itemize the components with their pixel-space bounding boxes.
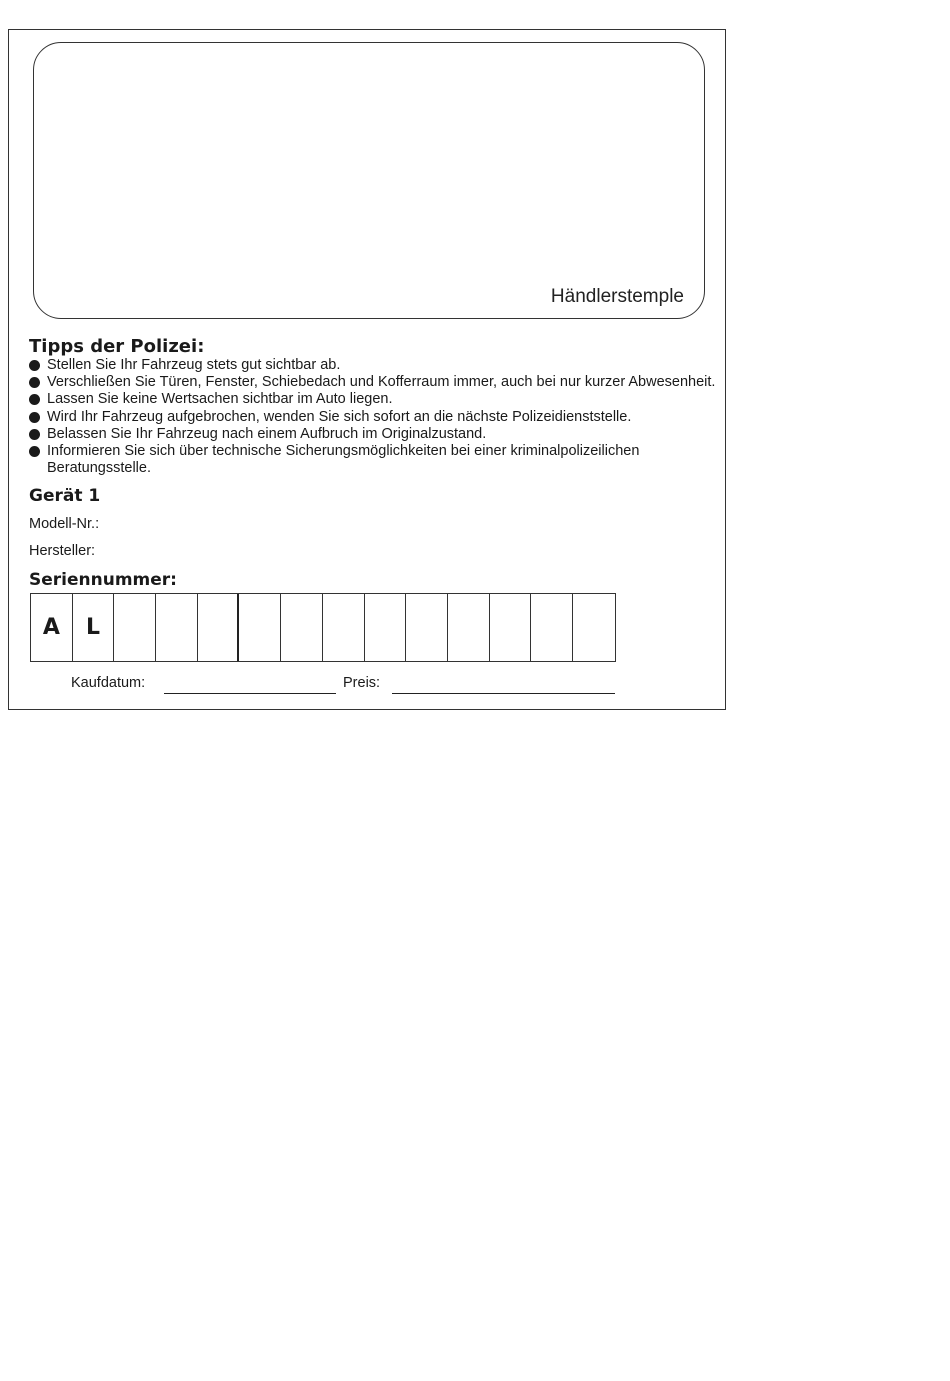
purchase-date-label: Kaufdatum: bbox=[71, 675, 146, 691]
serial-cell bbox=[448, 594, 490, 661]
tip-item bbox=[29, 391, 729, 408]
serial-cell bbox=[198, 594, 240, 661]
serial-cell bbox=[114, 594, 156, 661]
model-number-label: Modell-Nr.: bbox=[29, 516, 100, 532]
purchase-date-line bbox=[164, 693, 336, 694]
tip-item bbox=[29, 443, 657, 477]
price-label: Preis: bbox=[343, 675, 381, 691]
registration-card bbox=[8, 29, 726, 710]
tip-text: Verschließen Sie Türen, Fenster, Schiebedach und Kofferraum immer, auch bei nur kurzer Abwesenheit. bbox=[47, 374, 716, 391]
serial-cell bbox=[365, 594, 407, 661]
manufacturer-label: Hersteller: bbox=[29, 543, 96, 559]
serial-cell bbox=[281, 594, 323, 661]
tip-item bbox=[29, 426, 729, 443]
bullet-icon bbox=[29, 360, 40, 371]
tip-item bbox=[29, 374, 729, 391]
tips-title: Tipps der Polizei: bbox=[29, 336, 205, 357]
price-line bbox=[392, 693, 615, 694]
serial-cell bbox=[573, 594, 615, 661]
device-title: Gerät 1 bbox=[29, 486, 101, 506]
dealer-stamp-label: Händlerstemple bbox=[550, 286, 684, 307]
bullet-icon bbox=[29, 429, 40, 440]
serial-cell bbox=[490, 594, 532, 661]
tip-text: Lassen Sie keine Wertsachen sichtbar im Auto liegen. bbox=[47, 391, 393, 408]
bullet-icon bbox=[29, 394, 40, 405]
serial-number-grid bbox=[30, 593, 616, 662]
tips-list bbox=[29, 357, 729, 477]
tip-text: Wird Ihr Fahrzeug aufgebrochen, wenden Sie sich sofort an die nächste Polizeidienststelle. bbox=[47, 408, 632, 425]
serial-cell bbox=[239, 594, 281, 661]
tip-item bbox=[29, 357, 729, 374]
tip-text: Informieren Sie sich über technische Sicherungsmöglichkeiten bei einer kriminalpolizeilichen Beratungsstelle. bbox=[47, 443, 640, 477]
serial-cell bbox=[156, 594, 198, 661]
tip-text: Stellen Sie Ihr Fahrzeug stets gut sichtbar ab. bbox=[47, 357, 341, 373]
tip-text: Belassen Sie Ihr Fahrzeug nach einem Aufbruch im Originalzustand. bbox=[47, 425, 487, 442]
serial-cell bbox=[406, 594, 448, 661]
serial-cell: L bbox=[73, 594, 115, 661]
bullet-icon bbox=[29, 446, 40, 457]
bullet-icon bbox=[29, 377, 40, 388]
bullet-icon bbox=[29, 412, 40, 423]
serial-cell: A bbox=[31, 594, 73, 661]
serial-cell bbox=[323, 594, 365, 661]
tip-item bbox=[29, 409, 729, 426]
serial-cell bbox=[531, 594, 573, 661]
serial-number-title: Seriennummer: bbox=[29, 570, 177, 590]
dealer-stamp-box bbox=[33, 42, 705, 319]
